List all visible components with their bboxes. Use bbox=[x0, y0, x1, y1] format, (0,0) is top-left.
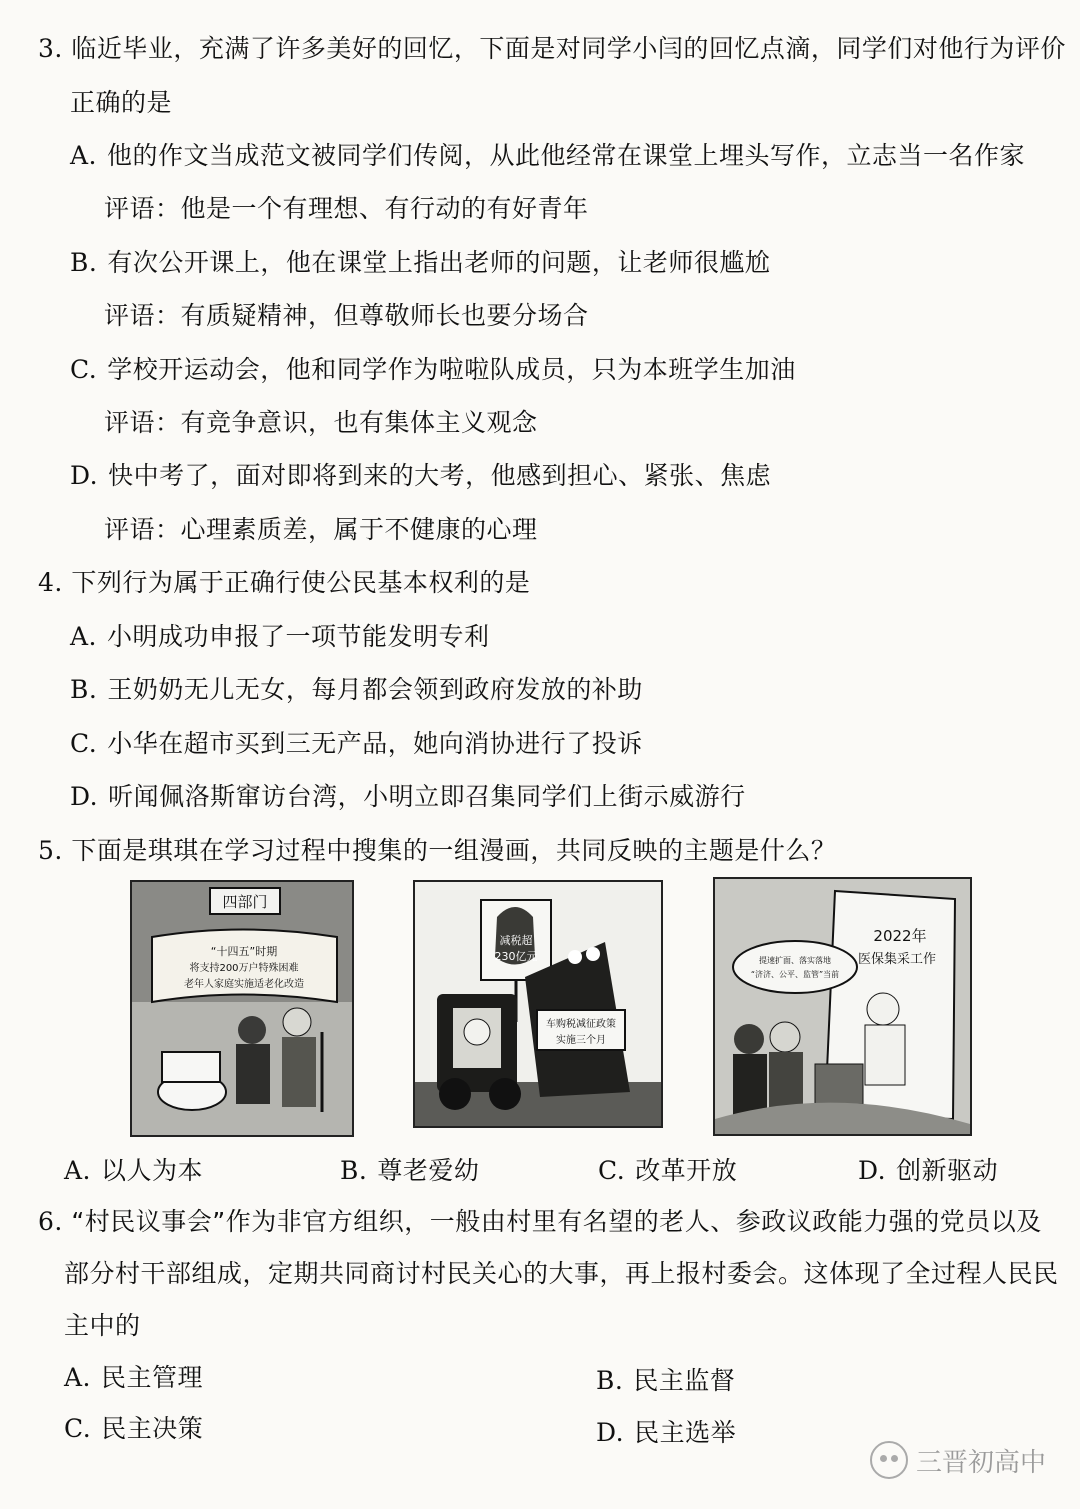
comic-1-drawing bbox=[132, 882, 352, 1135]
q6-option-c: C. 民主决策 bbox=[64, 1414, 204, 1443]
q3-comment-b: 评语：有质疑精神，但尊敬师长也要分场合 bbox=[104, 301, 589, 330]
comic-elderly-renovation bbox=[130, 880, 354, 1137]
comic-2-sign-line1: 车购税减征政策 bbox=[546, 1019, 616, 1030]
comic-3-doc-line1: 2022年 bbox=[873, 927, 927, 945]
q6-option-d: D. 民主选举 bbox=[596, 1418, 737, 1447]
q5-option-b: B. 尊老爱幼 bbox=[340, 1156, 480, 1185]
comic-2-bag-line2: 230亿元 bbox=[494, 950, 538, 963]
comic-3-bubble-line1: 提速扩面、落实落地 bbox=[759, 956, 831, 965]
comic-2-sign-line2: 实施三个月 bbox=[556, 1035, 606, 1046]
comic-1-scroll-line3: 老年人家庭实施适老化改造 bbox=[184, 979, 304, 990]
q4-option-c: C. 小华在超市买到三无产品，她向消协进行了投诉 bbox=[70, 729, 643, 758]
q3-option-d: D. 快中考了，面对即将到来的大考，他感到担心、紧张、焦虑 bbox=[70, 461, 772, 490]
q3-comment-c: 评语：有竞争意识，也有集体主义观念 bbox=[104, 408, 538, 437]
q5-stem: 5. 下面是琪琪在学习过程中搜集的一组漫画，共同反映的主题是什么？ bbox=[38, 836, 837, 865]
q3-option-a: A. 他的作文当成范文被同学们传阅，从此他经常在课堂上埋头写作，立志当一名作家 bbox=[70, 141, 1026, 170]
watermark bbox=[870, 1441, 1046, 1479]
q3-stem-line2: 正确的是 bbox=[70, 88, 173, 117]
q6-option-b: B. 民主监督 bbox=[596, 1366, 736, 1395]
q4-option-a: A. 小明成功申报了一项节能发明专利 bbox=[70, 622, 490, 651]
comic-tax-reduction bbox=[413, 880, 663, 1128]
q5-option-d: D. 创新驱动 bbox=[858, 1156, 999, 1185]
q3-option-b: B. 有次公开课上，他在课堂上指出老师的问题，让老师很尴尬 bbox=[70, 248, 771, 277]
q3-number: 3. bbox=[38, 34, 63, 63]
q5-option-a: A. 以人为本 bbox=[64, 1156, 204, 1185]
comic-1-scroll-line2: 将支持200万户特殊困难 bbox=[189, 963, 299, 974]
q3-option-c: C. 学校开运动会，他和同学作为啦啦队成员，只为本班学生加油 bbox=[70, 355, 796, 384]
comic-3-drawing bbox=[715, 879, 970, 1134]
comic-1-sign: 四部门 bbox=[222, 893, 268, 911]
comic-3-bubble-line2: “济济、公平、监管”当前 bbox=[750, 970, 840, 979]
q3-stem-line1 bbox=[38, 34, 1066, 64]
q3-stem-text: 临近毕业，充满了许多美好的回忆，下面是对同学小闫的回忆点滴，同学们对他行为评价 bbox=[71, 34, 1066, 63]
comic-2-drawing bbox=[415, 882, 661, 1126]
q5-option-c: C. 改革开放 bbox=[598, 1156, 738, 1185]
comic-medical-procurement bbox=[713, 877, 972, 1136]
q6-stem-line3: 主中的 bbox=[64, 1311, 141, 1340]
q6-option-a: A. 民主管理 bbox=[64, 1363, 204, 1392]
watermark-text: 三晋初高中 bbox=[915, 1447, 1046, 1478]
comic-1-scroll-line1: “十四五”时期 bbox=[210, 945, 278, 958]
comic-2-bag-line1: 减税超 bbox=[499, 934, 533, 947]
q3-comment-a: 评语：他是一个有理想、有行动的有好青年 bbox=[104, 194, 589, 223]
q3-comment-d: 评语：心理素质差，属于不健康的心理 bbox=[104, 515, 538, 544]
comic-3-doc-line2: 医保集采工作 bbox=[857, 952, 937, 967]
wechat-icon bbox=[870, 1441, 908, 1479]
q4-option-b: B. 王奶奶无儿无女，每月都会领到政府发放的补助 bbox=[70, 675, 643, 704]
q6-stem-line2: 部分村干部组成，定期共同商讨村民关心的大事，再上报村委会。这体现了全过程人民民 bbox=[64, 1259, 1059, 1288]
q4-option-d: D. 听闻佩洛斯窜访台湾，小明立即召集同学们上街示威游行 bbox=[70, 782, 746, 811]
q4-stem: 4. 下列行为属于正确行使公民基本权利的是 bbox=[38, 568, 531, 597]
q6-stem-line1: 6. “村民议事会”作为非官方组织，一般由村里有名望的老人、参政议政能力强的党员以及 bbox=[38, 1207, 1042, 1236]
